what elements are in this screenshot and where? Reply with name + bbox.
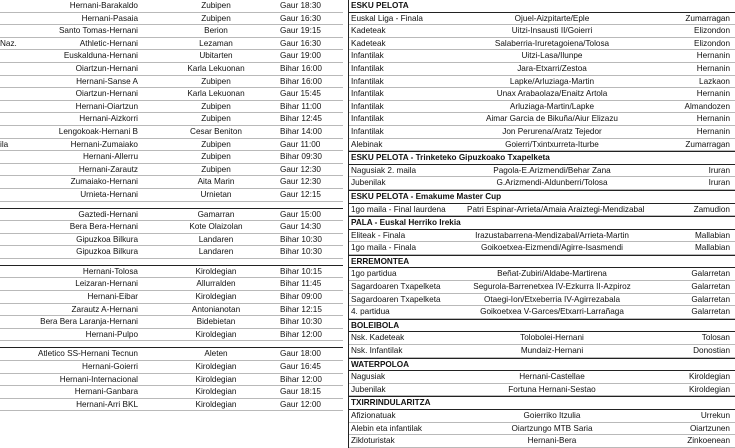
table-row bbox=[349, 306, 735, 319]
table-row bbox=[349, 204, 735, 217]
row-match: Tolobolei-Hernani bbox=[520, 333, 584, 343]
row-time: Gaur 18:15 bbox=[280, 387, 321, 397]
row-category: Nsk. Infantilak bbox=[351, 346, 403, 356]
right-schedule-column bbox=[348, 0, 735, 448]
table-row bbox=[349, 242, 735, 255]
table-row bbox=[0, 101, 343, 114]
section-divider bbox=[0, 259, 343, 266]
table-row bbox=[0, 304, 343, 317]
row-match: Hernani-Eibar bbox=[87, 292, 138, 302]
row-time: Bihar 12:00 bbox=[280, 329, 322, 339]
row-venue: Gamarran bbox=[197, 209, 235, 219]
row-time: Gaur 16:30 bbox=[280, 38, 321, 48]
row-category: Sagardoaren Txapelketa bbox=[351, 282, 441, 292]
row-match: Hernani-Pasaia bbox=[81, 13, 138, 23]
table-row bbox=[0, 189, 343, 202]
row-location: Zumarragan bbox=[685, 139, 730, 149]
row-location: Mallabian bbox=[694, 230, 730, 240]
row-venue: Urnietan bbox=[200, 189, 232, 199]
table-row bbox=[349, 371, 735, 384]
row-category: Infantilak bbox=[351, 63, 384, 73]
row-venue: Karla Lekuonan bbox=[187, 89, 245, 99]
row-match: Gipuzkoa Bilkura bbox=[76, 234, 138, 244]
row-time: Gaur 14:30 bbox=[280, 222, 321, 232]
row-match: Hernani-Oiartzun bbox=[75, 101, 138, 111]
table-row bbox=[349, 410, 735, 423]
row-category: Kadeteak bbox=[351, 26, 386, 36]
row-location: Urrekun bbox=[700, 411, 730, 420]
row-time: Gaur 12:00 bbox=[280, 399, 321, 409]
table-row bbox=[0, 316, 343, 329]
row-time: Gaur 19:15 bbox=[280, 26, 321, 36]
row-venue: Zubipen bbox=[201, 1, 231, 10]
row-match: Hernani-Ganbara bbox=[74, 387, 138, 397]
row-location: Hernanin bbox=[696, 63, 730, 73]
table-row bbox=[349, 101, 735, 114]
row-venue: Kiroldegian bbox=[195, 362, 237, 372]
row-category: 4. partidua bbox=[351, 307, 390, 317]
section-heading: PALA - Euskal Herriko Irekia bbox=[349, 216, 735, 230]
row-match: Beñat-Zubiri/Aldabe-Martirena bbox=[497, 269, 607, 279]
row-match: Atletico SS-Hernani Tecnun bbox=[38, 349, 138, 359]
row-match: Uitzi-Insausti II/Goierri bbox=[511, 26, 593, 36]
row-match: Uitzi-Lasa/Ilunpe bbox=[521, 51, 583, 61]
row-match: G.Arizmendi-Aldunberri/Tolosa bbox=[496, 178, 608, 188]
row-venue: Kiroldegian bbox=[195, 399, 237, 409]
table-row bbox=[349, 294, 735, 307]
row-category: Alebin eta infantilak bbox=[351, 423, 423, 433]
row-time: Gaur 15:45 bbox=[280, 89, 321, 99]
row-category: 1go partidua bbox=[351, 269, 397, 279]
row-match: Hernani-Arri BKL bbox=[76, 399, 138, 409]
row-venue: Landaren bbox=[198, 247, 234, 257]
row-location: Elizondon bbox=[694, 38, 730, 48]
row-time: Gaur 18:30 bbox=[280, 1, 321, 10]
table-row bbox=[349, 38, 735, 51]
row-match: Urnieta-Hernani bbox=[80, 189, 138, 199]
row-category: Kadeteak bbox=[351, 38, 386, 48]
table-row bbox=[0, 164, 343, 177]
row-match: Hernani-Barakaldo bbox=[69, 1, 138, 10]
row-time: Gaur 12:30 bbox=[280, 164, 321, 174]
row-category: Naz. bbox=[0, 38, 17, 48]
row-location: Galarretan bbox=[691, 307, 730, 317]
table-row bbox=[0, 13, 343, 26]
row-category: Infantilak bbox=[351, 51, 384, 61]
row-time: Gaur 11:00 bbox=[280, 139, 321, 149]
table-row bbox=[349, 177, 735, 190]
row-location: Donostian bbox=[693, 346, 730, 356]
row-category: Alebinak bbox=[351, 139, 383, 149]
row-time: Gaur 15:00 bbox=[280, 209, 321, 219]
table-row bbox=[349, 139, 735, 152]
table-row bbox=[349, 423, 735, 436]
row-time: Bihar 09:00 bbox=[280, 292, 322, 302]
row-venue: Kiroldegian bbox=[195, 292, 237, 302]
table-row bbox=[0, 348, 343, 361]
row-time: Gaur 12:30 bbox=[280, 177, 321, 187]
section-heading: ESKU PELOTA bbox=[349, 0, 735, 13]
row-venue: Zubipen bbox=[201, 164, 231, 174]
row-time: Bihar 12:15 bbox=[280, 304, 322, 314]
row-category: Infantilak bbox=[351, 76, 384, 86]
table-row bbox=[0, 113, 343, 126]
table-row bbox=[0, 361, 343, 374]
row-venue: Zubipen bbox=[201, 114, 231, 124]
table-row bbox=[349, 50, 735, 63]
row-location: Lazkaon bbox=[699, 76, 730, 86]
row-match: Lengokoak-Hernani B bbox=[58, 126, 138, 136]
row-venue: Zubipen bbox=[201, 13, 231, 23]
row-match: Oiartzun-Hernani bbox=[75, 63, 138, 73]
row-category: Infantilak bbox=[351, 101, 384, 111]
row-venue: Zubipen bbox=[201, 139, 231, 149]
table-row bbox=[0, 139, 343, 152]
table-row bbox=[0, 266, 343, 279]
row-category: Nsk. Kadeteak bbox=[351, 333, 405, 343]
table-row bbox=[0, 278, 343, 291]
row-match: Oiartzungo MTB Saria bbox=[511, 423, 593, 433]
row-category: 1go maila - Final laurdena bbox=[351, 204, 446, 214]
row-category: Nagusiak bbox=[351, 372, 386, 382]
row-match: Hernani-Zarautz bbox=[78, 164, 138, 174]
row-venue: Kiroldegian bbox=[195, 266, 237, 276]
table-row bbox=[0, 221, 343, 234]
row-location: Galarretan bbox=[691, 294, 730, 304]
row-match: Hernani-Internacional bbox=[59, 374, 138, 384]
row-venue: Lezaman bbox=[199, 38, 233, 48]
row-match: Mundaiz-Hernani bbox=[520, 346, 584, 356]
table-row bbox=[0, 25, 343, 38]
row-venue: Karla Lekuonan bbox=[187, 63, 245, 73]
row-time: Bihar 09:30 bbox=[280, 152, 322, 162]
row-time: Gaur 12:15 bbox=[280, 189, 321, 199]
row-match: Hernani-Goierri bbox=[82, 362, 138, 372]
row-time: Gaur 16:30 bbox=[280, 13, 321, 23]
row-time: Bihar 12:00 bbox=[280, 374, 322, 384]
row-location: Galarretan bbox=[691, 282, 730, 292]
row-location: Hernanin bbox=[696, 126, 730, 136]
table-row bbox=[0, 246, 343, 259]
left-section bbox=[0, 348, 343, 411]
row-match: Euskalduna-Hernani bbox=[63, 51, 138, 61]
row-match: Aimar Garcia de Bikuña/Aiur Elizazu bbox=[486, 114, 618, 124]
row-match: Ojuel-Aizpitarte/Eple bbox=[514, 13, 590, 23]
row-match: Patri Espinar-Arrieta/Amaia Araiztegi-Mendizabal bbox=[467, 204, 645, 214]
row-location: Galarretan bbox=[691, 269, 730, 279]
row-category: Infantilak bbox=[351, 114, 384, 124]
row-location: Hernanin bbox=[696, 89, 730, 99]
row-venue: Kiroldegian bbox=[195, 387, 237, 397]
section-heading: BOLEIBOLA bbox=[349, 319, 735, 333]
table-row bbox=[0, 234, 343, 247]
row-location: Oiartzunen bbox=[689, 423, 730, 433]
row-time: Bihar 14:00 bbox=[280, 126, 322, 136]
table-row bbox=[349, 435, 735, 448]
table-row bbox=[0, 399, 343, 412]
row-venue: Zubipen bbox=[201, 152, 231, 162]
row-category: Eliteak - Finala bbox=[351, 230, 406, 240]
table-row bbox=[0, 76, 343, 89]
row-venue: Antonianotan bbox=[191, 304, 241, 314]
row-match: Gaztedi-Hernani bbox=[78, 209, 138, 219]
table-row bbox=[349, 88, 735, 101]
row-location: Zinkoenean bbox=[687, 436, 730, 446]
table-row bbox=[349, 165, 735, 178]
table-row bbox=[349, 126, 735, 139]
row-location: Almandozen bbox=[684, 101, 730, 111]
table-row bbox=[0, 50, 343, 63]
row-category: Sagardoaren Txapelketa bbox=[351, 294, 441, 304]
table-row bbox=[349, 281, 735, 294]
row-location: Iruran bbox=[708, 165, 730, 175]
row-time: Bihar 11:00 bbox=[280, 101, 322, 111]
row-match: Irazustabarrena-Mendizabal/Arrieta-Martin bbox=[475, 230, 629, 240]
table-row bbox=[349, 268, 735, 281]
row-match: Hernani-Aizkorri bbox=[79, 114, 138, 124]
row-category: Jubenilak bbox=[351, 384, 386, 394]
row-category: Jubenilak bbox=[351, 178, 386, 188]
row-match: Hernani-Bera bbox=[527, 436, 577, 446]
row-time: Bihar 12:45 bbox=[280, 114, 322, 124]
row-location: Zumarragan bbox=[685, 13, 730, 23]
row-match: Otaegi-Ion/Etxeberria IV-Agirrezabala bbox=[483, 294, 621, 304]
row-venue: Allurralden bbox=[196, 279, 236, 289]
table-row bbox=[349, 25, 735, 38]
row-time: Bihar 16:00 bbox=[280, 76, 322, 86]
row-match: Pagola-E.Arizmendi/Behar Zana bbox=[493, 165, 611, 175]
row-match: Arluziaga-Martin/Lapke bbox=[509, 101, 595, 111]
table-row bbox=[0, 329, 343, 342]
row-match: Salaberria-Iruretagoiena/Tolosa bbox=[494, 38, 610, 48]
left-section bbox=[0, 0, 343, 202]
table-row bbox=[349, 332, 735, 345]
row-venue: Landaren bbox=[198, 234, 234, 244]
section-divider bbox=[0, 202, 343, 209]
row-match: Jon Perurena/Aratz Tejedor bbox=[502, 126, 602, 136]
row-time: Bihar 16:00 bbox=[280, 63, 322, 73]
row-match: Zarautz A-Hernani bbox=[71, 304, 138, 314]
row-time: Bihar 11:45 bbox=[280, 279, 322, 289]
section-heading: WATERPOLOA bbox=[349, 358, 735, 372]
row-match: Unax Arabaolaza/Enaitz Artola bbox=[496, 89, 608, 99]
left-section bbox=[0, 266, 343, 342]
row-match: Athletic-Hernani bbox=[79, 38, 138, 48]
table-row bbox=[0, 209, 343, 222]
row-match: Lapke/Arluziaga-Martin bbox=[509, 76, 595, 86]
row-category: 1go maila - Finala bbox=[351, 243, 417, 253]
row-venue: Zubipen bbox=[201, 76, 231, 86]
row-venue: Aleten bbox=[204, 349, 228, 359]
section-divider bbox=[0, 341, 343, 348]
row-time: Bihar 10:15 bbox=[280, 266, 322, 276]
row-match: Hernani-Sanse A bbox=[76, 76, 138, 86]
table-row bbox=[349, 76, 735, 89]
row-match: Goikoetxea V-Garces/Etxarri-Larrañaga bbox=[480, 307, 624, 317]
table-row bbox=[0, 38, 343, 51]
row-location: Mallabian bbox=[694, 243, 730, 253]
row-match: Goierriko Itzulia bbox=[523, 411, 581, 420]
row-venue: Kote Olaizolan bbox=[189, 222, 243, 232]
table-row bbox=[0, 291, 343, 304]
row-match: Leizaran-Hernani bbox=[75, 279, 138, 289]
row-match: Goierri/Txintxurreta-Iturbe bbox=[505, 139, 599, 149]
row-match: Jara-Etxarri/Zestoa bbox=[517, 63, 587, 73]
row-venue: Berion bbox=[204, 26, 228, 36]
row-match: Gipuzkoa Bilkura bbox=[76, 247, 138, 257]
table-row bbox=[0, 126, 343, 139]
row-match: Hernani-Tolosa bbox=[82, 266, 138, 276]
table-row bbox=[0, 0, 343, 13]
row-match: Hernani-Zumaiako bbox=[70, 139, 138, 149]
row-venue: Bidebietan bbox=[196, 317, 236, 327]
row-time: Gaur 16:45 bbox=[280, 362, 321, 372]
table-row bbox=[349, 113, 735, 126]
row-match: Oiartzun-Hernani bbox=[75, 89, 138, 99]
row-category: Zikloturistak bbox=[351, 436, 395, 446]
table-row bbox=[349, 230, 735, 243]
row-match: Zumaiako-Hernani bbox=[70, 177, 138, 187]
table-row bbox=[349, 384, 735, 397]
row-venue: Aita Marin bbox=[197, 177, 235, 187]
left-schedule-column bbox=[0, 0, 343, 411]
row-location: Elizondon bbox=[694, 26, 730, 36]
row-match: Goikoetxea-Eizmendi/Agirre-Isasmendi bbox=[481, 243, 623, 253]
row-match: Fortuna Hernani-Sestao bbox=[508, 384, 596, 394]
row-time: Bihar 10:30 bbox=[280, 317, 322, 327]
table-row bbox=[0, 386, 343, 399]
row-match: Hernani-Pulpo bbox=[85, 329, 138, 339]
row-location: Kiroldegian bbox=[689, 372, 730, 382]
section-heading: ESKU PELOTA - Trinketeko Gipuzkoako Txapelketa bbox=[349, 151, 735, 165]
row-location: Kiroldegian bbox=[689, 384, 730, 394]
table-row bbox=[349, 63, 735, 76]
table-row bbox=[0, 63, 343, 76]
row-location: Hernanin bbox=[696, 51, 730, 61]
table-row bbox=[0, 374, 343, 387]
row-time: Bihar 10:30 bbox=[280, 247, 322, 257]
table-row bbox=[349, 13, 735, 26]
row-venue: Ubitarten bbox=[199, 51, 233, 61]
row-location: Zamudion bbox=[693, 204, 730, 214]
row-match: Santo Tomas-Hernani bbox=[58, 26, 138, 36]
table-row bbox=[0, 151, 343, 164]
row-venue: Cesar Beniton bbox=[190, 126, 242, 136]
table-row bbox=[0, 176, 343, 189]
row-time: Bihar 10:30 bbox=[280, 234, 322, 244]
row-match: Hernani-Allerru bbox=[82, 152, 138, 162]
row-category: Euskal Liga - Finala bbox=[351, 13, 423, 23]
row-time: Gaur 18:00 bbox=[280, 349, 321, 359]
row-match: Segurola-Barrenetxea IV-Ezkurra II-Azpiroz bbox=[473, 282, 631, 292]
row-category: ila bbox=[0, 139, 9, 149]
row-category: Afizionatuak bbox=[351, 411, 396, 420]
row-venue: Kiroldegian bbox=[195, 329, 237, 339]
row-venue: Kiroldegian bbox=[195, 374, 237, 384]
left-section bbox=[0, 209, 343, 259]
section-heading: TXIRRINDULARITZA bbox=[349, 396, 735, 410]
row-match: Hernani-Castellae bbox=[519, 372, 585, 382]
row-time: Gaur 19:00 bbox=[280, 51, 321, 61]
table-row bbox=[0, 88, 343, 101]
row-category: Infantilak bbox=[351, 126, 384, 136]
row-category: Nagusiak 2. maila bbox=[351, 165, 417, 175]
row-location: Tolosan bbox=[701, 333, 730, 343]
row-location: Iruran bbox=[708, 178, 730, 188]
row-location: Hernanin bbox=[696, 114, 730, 124]
row-match: Bera Bera Laranja-Hernani bbox=[40, 317, 138, 327]
section-heading: ERREMONTEA bbox=[349, 255, 735, 269]
table-row bbox=[349, 345, 735, 358]
row-match: Bera Bera-Hernani bbox=[69, 222, 138, 232]
section-heading: ESKU PELOTA - Emakume Master Cup bbox=[349, 190, 735, 204]
row-category: Infantilak bbox=[351, 89, 384, 99]
row-venue: Zubipen bbox=[201, 101, 231, 111]
